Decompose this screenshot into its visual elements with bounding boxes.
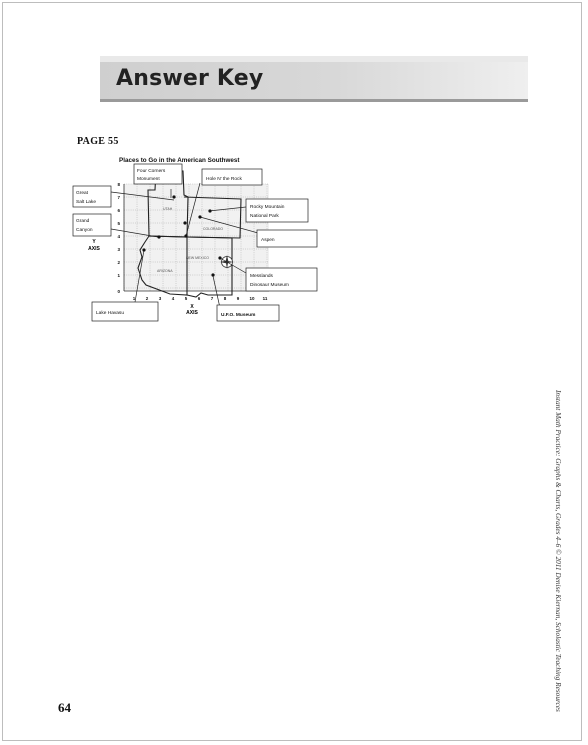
- southwest-map-figure: [60, 150, 330, 325]
- state-label-colorado: COLORADO: [203, 227, 224, 231]
- y-tick-label: 1: [117, 273, 120, 278]
- x-tick-label: 7: [210, 296, 214, 301]
- callout-great-salt-lake: [73, 186, 111, 207]
- ufo-museum-dot: [211, 273, 214, 276]
- copyright-credit: Instant Math Practice: Graphs & Charts, Grades 4–6 © 2011 Denise Kiernan, Scholastic Teaching Resources: [554, 390, 563, 712]
- y-tick-label: 5: [117, 221, 120, 226]
- y-axis-label: Y: [92, 239, 96, 245]
- callout-four-corners: [134, 164, 182, 184]
- callout-lake-havasu-text: Lake Havasu: [96, 311, 124, 316]
- page-reference-label: PAGE 55: [77, 136, 119, 147]
- x-tick-label: 5: [184, 296, 188, 301]
- callout-rocky-mountain-line2: National Park: [250, 214, 279, 219]
- y-tick-label: 3: [117, 247, 120, 252]
- callout-lake-havasu: [92, 302, 158, 321]
- x-tick-label: 10: [249, 296, 255, 301]
- x-tick-label: 1: [132, 296, 136, 301]
- lake-havasu-dot: [142, 248, 145, 251]
- four-corners-dot: [184, 234, 187, 237]
- aspen-dot: [198, 215, 201, 218]
- callout-rocky-mountain-line1: Rocky Mountain: [250, 205, 285, 210]
- y-tick-label: 8: [117, 182, 120, 187]
- callout-messlands-line2: Dinosaur Museum: [250, 283, 289, 288]
- callout-ufo-museum: [217, 305, 279, 321]
- x-tick-label: 9: [236, 296, 240, 301]
- y-tick-label: 2: [117, 260, 120, 265]
- page-title: Answer Key: [116, 66, 264, 91]
- state-label-new-mexico: NEW MEXICO: [186, 256, 209, 260]
- callout-hole-n-rock-text: Hole N' the Rock: [206, 177, 242, 182]
- y-tick-label: 0: [117, 289, 120, 294]
- callout-grand-canyon: [73, 214, 111, 236]
- answer-key-header: [100, 56, 528, 102]
- rocky-mountain-dot: [208, 209, 211, 212]
- x-tick-label: 11: [262, 296, 268, 301]
- y-tick-label: 4: [117, 234, 120, 239]
- y-tick-label: 7: [117, 195, 120, 200]
- page-number: 64: [58, 700, 71, 715]
- callout-four-corners-line2: Monument: [137, 177, 160, 182]
- callout-messlands-line1: Messlands: [250, 274, 273, 279]
- y-axis-label-axis: AXIS: [88, 246, 100, 252]
- state-label-utah: UTAH: [163, 207, 173, 211]
- x-tick-label: 8: [223, 296, 227, 301]
- great-salt-lake-dot: [172, 195, 175, 198]
- grand-canyon-dot: [157, 235, 160, 238]
- callout-ufo-museum-text: U.F.O. Museum: [221, 313, 256, 318]
- callout-great-salt-lake-line1: Great: [76, 191, 88, 196]
- x-tick-label: 6: [197, 296, 201, 301]
- x-tick-label: 4: [171, 296, 175, 301]
- callout-grand-canyon-line2: Canyon: [76, 228, 93, 233]
- y-tick-label: 6: [117, 208, 120, 213]
- x-tick-label: 3: [158, 296, 162, 301]
- callout-aspen: [257, 230, 317, 247]
- x-tick-label: 2: [145, 296, 149, 301]
- callout-rocky-mountain: [246, 199, 308, 222]
- map-title: Places to Go in the American Southwest: [119, 157, 240, 164]
- state-label-arizona: ARIZONA: [157, 269, 173, 273]
- callout-hole-n-rock: [202, 169, 262, 185]
- callout-grand-canyon-line1: Grand: [76, 219, 90, 224]
- messlands-dot: [218, 256, 221, 259]
- x-axis-label-axis: AXIS: [186, 310, 198, 316]
- callout-messlands: [246, 268, 317, 291]
- callout-great-salt-lake-line2: Salt Lake: [76, 200, 97, 205]
- callout-aspen-text: Aspen: [261, 238, 275, 243]
- header-top-strip: [100, 56, 528, 62]
- hole-n-rock-dot: [183, 221, 186, 224]
- page-frame: [2, 2, 582, 741]
- x-axis-label: X: [190, 304, 194, 310]
- callout-four-corners-line1: Four Corners: [137, 169, 166, 174]
